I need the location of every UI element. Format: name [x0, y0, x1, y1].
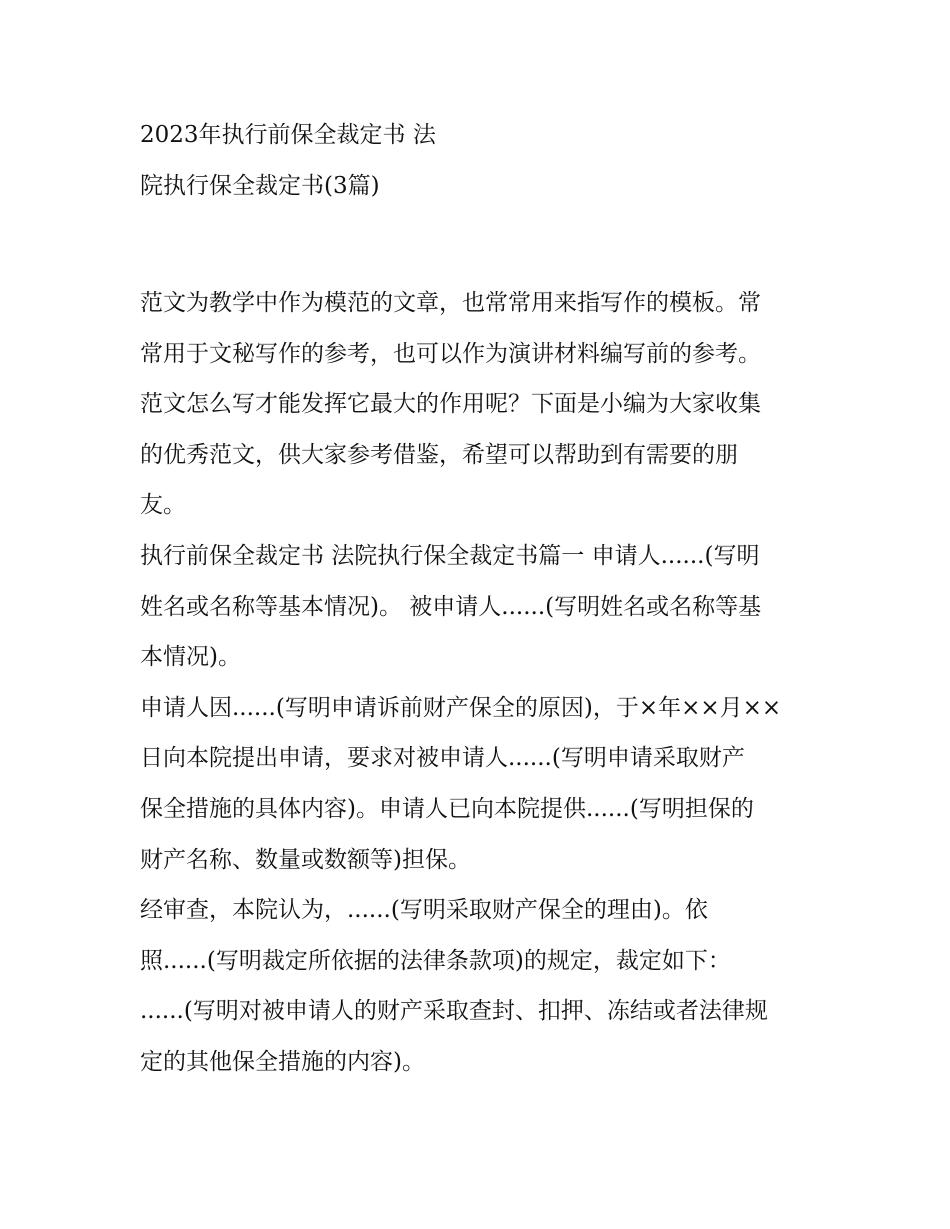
body-line: 保全措施的具体内容)。申请人已向本院提供......(写明担保的: [140, 795, 754, 822]
body-line: 定的其他保全措施的内容)。: [140, 1048, 425, 1075]
title-line-2: 院执行保全裁定书(3篇): [140, 172, 380, 199]
body-line: 经审查，本院认为，......(写明采取财产保全的理由)。依: [140, 897, 708, 924]
body-line: 常用于文秘写作的参考，也可以作为演讲材料编写前的参考。: [140, 340, 761, 367]
body-line: 执行前保全裁定书 法院执行保全裁定书篇一 申请人......(写明: [140, 542, 760, 569]
body-line: 申请人因......(写明申请诉前财产保全的原因)，于×年××月××: [140, 694, 782, 721]
body-line: 的优秀范文，供大家参考借鉴，希望可以帮助到有需要的朋: [140, 441, 738, 468]
body-line: 范文怎么写才能发挥它最大的作用呢？下面是小编为大家收集: [140, 391, 761, 418]
body-line: 范文为教学中作为模范的文章，也常常用来指写作的模板。常: [140, 290, 761, 316]
body-line: ......(写明对被申请人的财产采取查封、扣押、冻结或者法律规: [140, 998, 768, 1025]
body-line: 财产名称、数量或数额等)担保。: [140, 846, 471, 873]
document-title: [140, 110, 820, 211]
body-line: 本情况)。: [140, 644, 241, 671]
body-line: 友。: [140, 492, 186, 519]
body-line: 姓名或名称等基本情况)。 被申请人......(写明姓名或名称等基: [140, 593, 762, 620]
document-body: [140, 278, 820, 1088]
body-line: 照......(写明裁定所依据的法律条款项)的规定，裁定如下：: [140, 947, 731, 974]
body-line: 日向本院提出申请，要求对被申请人......(写明申请采取财产: [140, 745, 745, 772]
title-line-1: 2023年执行前保全裁定书 法: [140, 122, 436, 148]
